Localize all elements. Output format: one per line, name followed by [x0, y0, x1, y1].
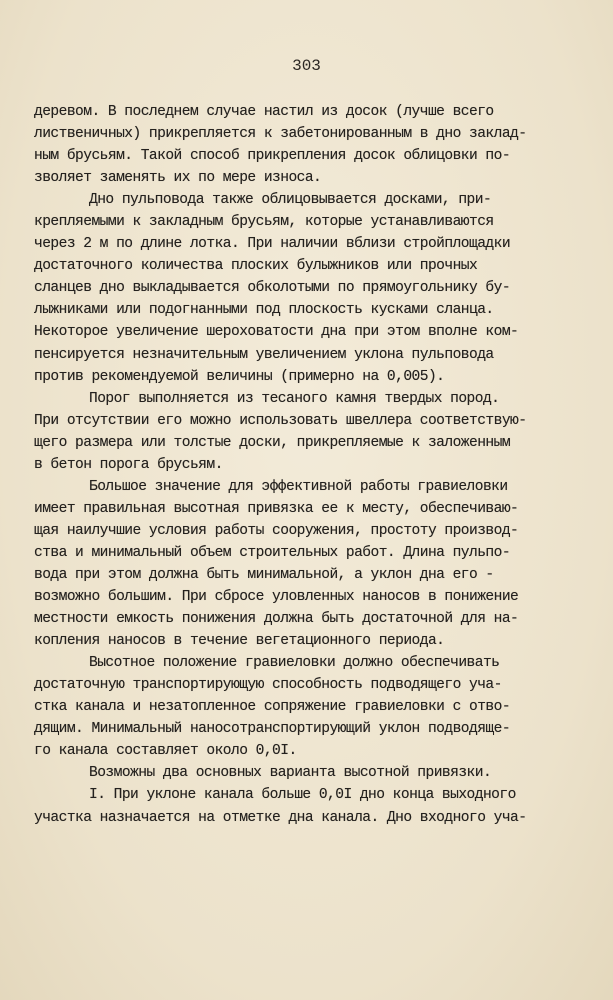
- text-line: пенсируется незначительным увеличением уклона пульповода: [34, 346, 494, 363]
- text-line: щего размера или толстые доски, прикрепляемые к заложенным: [34, 434, 511, 451]
- text-line: зволяет заменять их по мере износа.: [34, 170, 322, 187]
- text-line: деревом. В последнем случае настил из досок (лучше всего: [34, 104, 494, 120]
- text-line: Высотное положение гравиеловки должно обеспечивать: [89, 655, 500, 672]
- text-line: крепляемыми к закладным брусьям, которые устанавливаются: [34, 214, 494, 231]
- body-text: [34, 101, 604, 829]
- text-line: Большое значение для эффективной работы гравиеловки: [89, 478, 508, 495]
- text-line: го канала составляет около 0,0I.: [34, 743, 297, 760]
- text-line: возможно большим. При сбросе уловленных наносов в понижение: [34, 589, 519, 606]
- text-line: имеет правильная высотная привязка ее к месту, обеспечиваю-: [34, 500, 519, 517]
- text-line: ным брусьям. Такой способ прикрепления досок облицовки по-: [34, 148, 511, 165]
- text-line: против рекомендуемой величины (примерно на 0,005).: [34, 368, 445, 385]
- text-line: щая наилучшие условия работы сооружения, простоту производ-: [34, 522, 519, 539]
- text-line: копления наносов в течение вегетационного периода.: [34, 633, 445, 650]
- text-line: участка назначается на отметке дна канала. Дно входного уча-: [34, 809, 527, 826]
- text-line: лыжниками или подогнанными под плоскость кусками сланца.: [34, 302, 494, 319]
- text-line: Возможны два основных варианта высотной привязки.: [89, 765, 492, 782]
- text-line: достаточную транспортирующую способность подводящего уча-: [34, 677, 502, 694]
- text-line: Дно пульповода также облицовывается досками, при-: [89, 192, 492, 209]
- page-number: 303: [292, 57, 321, 75]
- text-line: стка канала и незатопленное сопряжение гравиеловки с отво-: [34, 699, 511, 716]
- text-line: дящим. Минимальный наносотранспортирующий уклон подводяще-: [34, 721, 511, 738]
- text-line: достаточного количества плоских булыжников или прочных: [34, 258, 478, 275]
- text-line: через 2 м по длине лотка. При наличии вблизи стройплощадки: [34, 236, 511, 253]
- text-line: I. При уклоне канала больше 0,0I дно конца выходного: [89, 787, 516, 804]
- text-line: местности емкость понижения должна быть достаточной для на-: [34, 611, 519, 628]
- text-line: сланцев дно выкладывается обколотыми по прямоугольнику бу-: [34, 280, 511, 297]
- text-line: лиственичных) прикрепляется к забетонированным в дно заклад-: [34, 126, 527, 143]
- text-line: в бетон порога брусьям.: [34, 456, 223, 473]
- text-line: Некоторое увеличение шероховатости дна при этом вполне ком-: [34, 324, 519, 341]
- text-line: При отсутствии его можно использовать швеллера соответствую-: [34, 412, 527, 429]
- text-line: ства и минимальный объем строительных работ. Длина пульпо-: [34, 544, 511, 561]
- text-line: Порог выполняется из тесаного камня твердых пород.: [89, 390, 500, 407]
- text-line: вода при этом должна быть минимальной, а уклон дна его -: [34, 566, 494, 583]
